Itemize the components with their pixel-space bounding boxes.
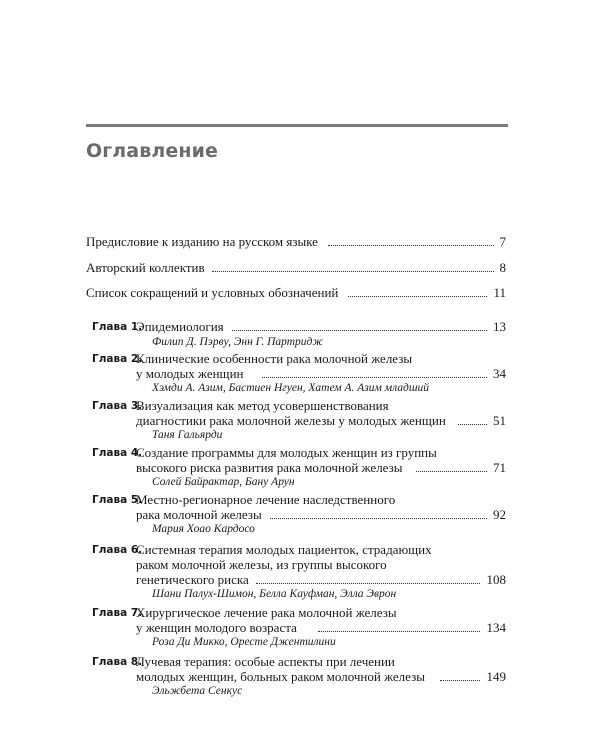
- chapter-title: Создание программы для молодых женщин из группы: [136, 445, 437, 460]
- chapter-authors: Хэмди А. Азим, Бастиен Нгуен, Хатем А. Азим младший: [152, 382, 429, 394]
- chapter-title: Хирургическое лечение рака молочной железы: [136, 605, 397, 620]
- chapter-title: Эпидемиология: [136, 319, 224, 334]
- chapter-authors: Мария Хоао Кардосо: [152, 523, 255, 535]
- chapter-title-cont: диагностики рака молочной железы у молодых женщин: [136, 413, 446, 428]
- entry-title: Предисловие к изданию на русском языке: [86, 234, 318, 249]
- dot-leader: [212, 271, 494, 272]
- chapter-label: Глава 7.: [92, 607, 143, 619]
- page-number: 34: [493, 366, 506, 381]
- dot-leader: [416, 471, 487, 472]
- chapter-authors: Солей Байрактар, Бану Арун: [152, 476, 295, 488]
- page-number: 149: [486, 669, 506, 684]
- chapter-title-cont: генетического риска: [136, 572, 249, 587]
- chapter-title-cont: раком молочной железы, из группы высокого: [136, 557, 387, 572]
- page-title: Оглавление: [86, 140, 218, 162]
- chapter-title: Клинические особенности рака молочной железы: [136, 351, 413, 366]
- dot-leader: [256, 583, 480, 584]
- dot-leader: [262, 377, 487, 378]
- chapter-authors: Таня Гальярди: [152, 429, 223, 441]
- chapter-title-cont: у женщин молодого возраста: [136, 620, 297, 635]
- chapter-label: Глава 6.: [92, 544, 143, 556]
- page-number: 92: [493, 507, 506, 522]
- chapter-title: Местно-регионарное лечение наследственного: [136, 492, 396, 507]
- page-number: 108: [486, 572, 506, 587]
- page-number: 13: [493, 319, 506, 334]
- dot-leader: [232, 330, 487, 331]
- page-number: 8: [499, 260, 506, 275]
- chapter-authors: Роза Ди Микко, Оресте Джентилини: [152, 636, 336, 648]
- chapter-label: Глава 5.: [92, 494, 143, 506]
- chapter-authors: Шани Палух-Шимон, Белла Кауфман, Элла Эврон: [152, 588, 397, 600]
- chapter-title-cont: высокого риска развития рака молочной железы: [136, 460, 403, 475]
- chapter-title: Лучевая терапия: особые аспекты при лечении: [136, 654, 395, 669]
- chapter-label: Глава 3.: [92, 400, 143, 412]
- entry-title: Список сокращений и условных обозначений: [86, 285, 339, 300]
- chapter-title: Визуализация как метод усовершенствования: [136, 398, 389, 413]
- chapter-authors: Эльжбета Сенкус: [152, 685, 243, 697]
- page-number: 51: [493, 413, 506, 428]
- chapter-title-cont: молодых женщин, больных раком молочной железы: [136, 669, 425, 684]
- page-number: 134: [486, 620, 506, 635]
- entry-title: Авторский коллектив: [86, 260, 205, 275]
- page-number: 71: [493, 460, 506, 475]
- chapter-authors: Филип Д. Пэрву, Энн Г. Партридж: [152, 336, 324, 348]
- chapter-title-cont: у молодых женщин: [136, 366, 244, 381]
- chapter-title: Системная терапия молодых пациенток, страдающих: [136, 542, 432, 557]
- chapter-label: Глава 8.: [92, 656, 143, 668]
- dot-leader: [318, 631, 480, 632]
- chapter-label: Глава 4.: [92, 447, 143, 459]
- chapter-label: Глава 2.: [92, 353, 143, 365]
- dot-leader: [348, 296, 487, 297]
- header-rule: [86, 124, 508, 127]
- front-entry-preface[interactable]: [0, 234, 600, 250]
- page-number: 11: [493, 285, 506, 300]
- front-entry-abbreviations[interactable]: [0, 285, 600, 301]
- dot-leader: [458, 424, 487, 425]
- chapter-label: Глава 1.: [92, 321, 143, 333]
- front-entry-authors[interactable]: [0, 260, 600, 276]
- dot-leader: [270, 518, 487, 519]
- chapter-title-cont: рака молочной железы: [136, 507, 262, 522]
- page-number: 7: [499, 234, 506, 249]
- dot-leader: [328, 245, 494, 246]
- dot-leader: [440, 680, 480, 681]
